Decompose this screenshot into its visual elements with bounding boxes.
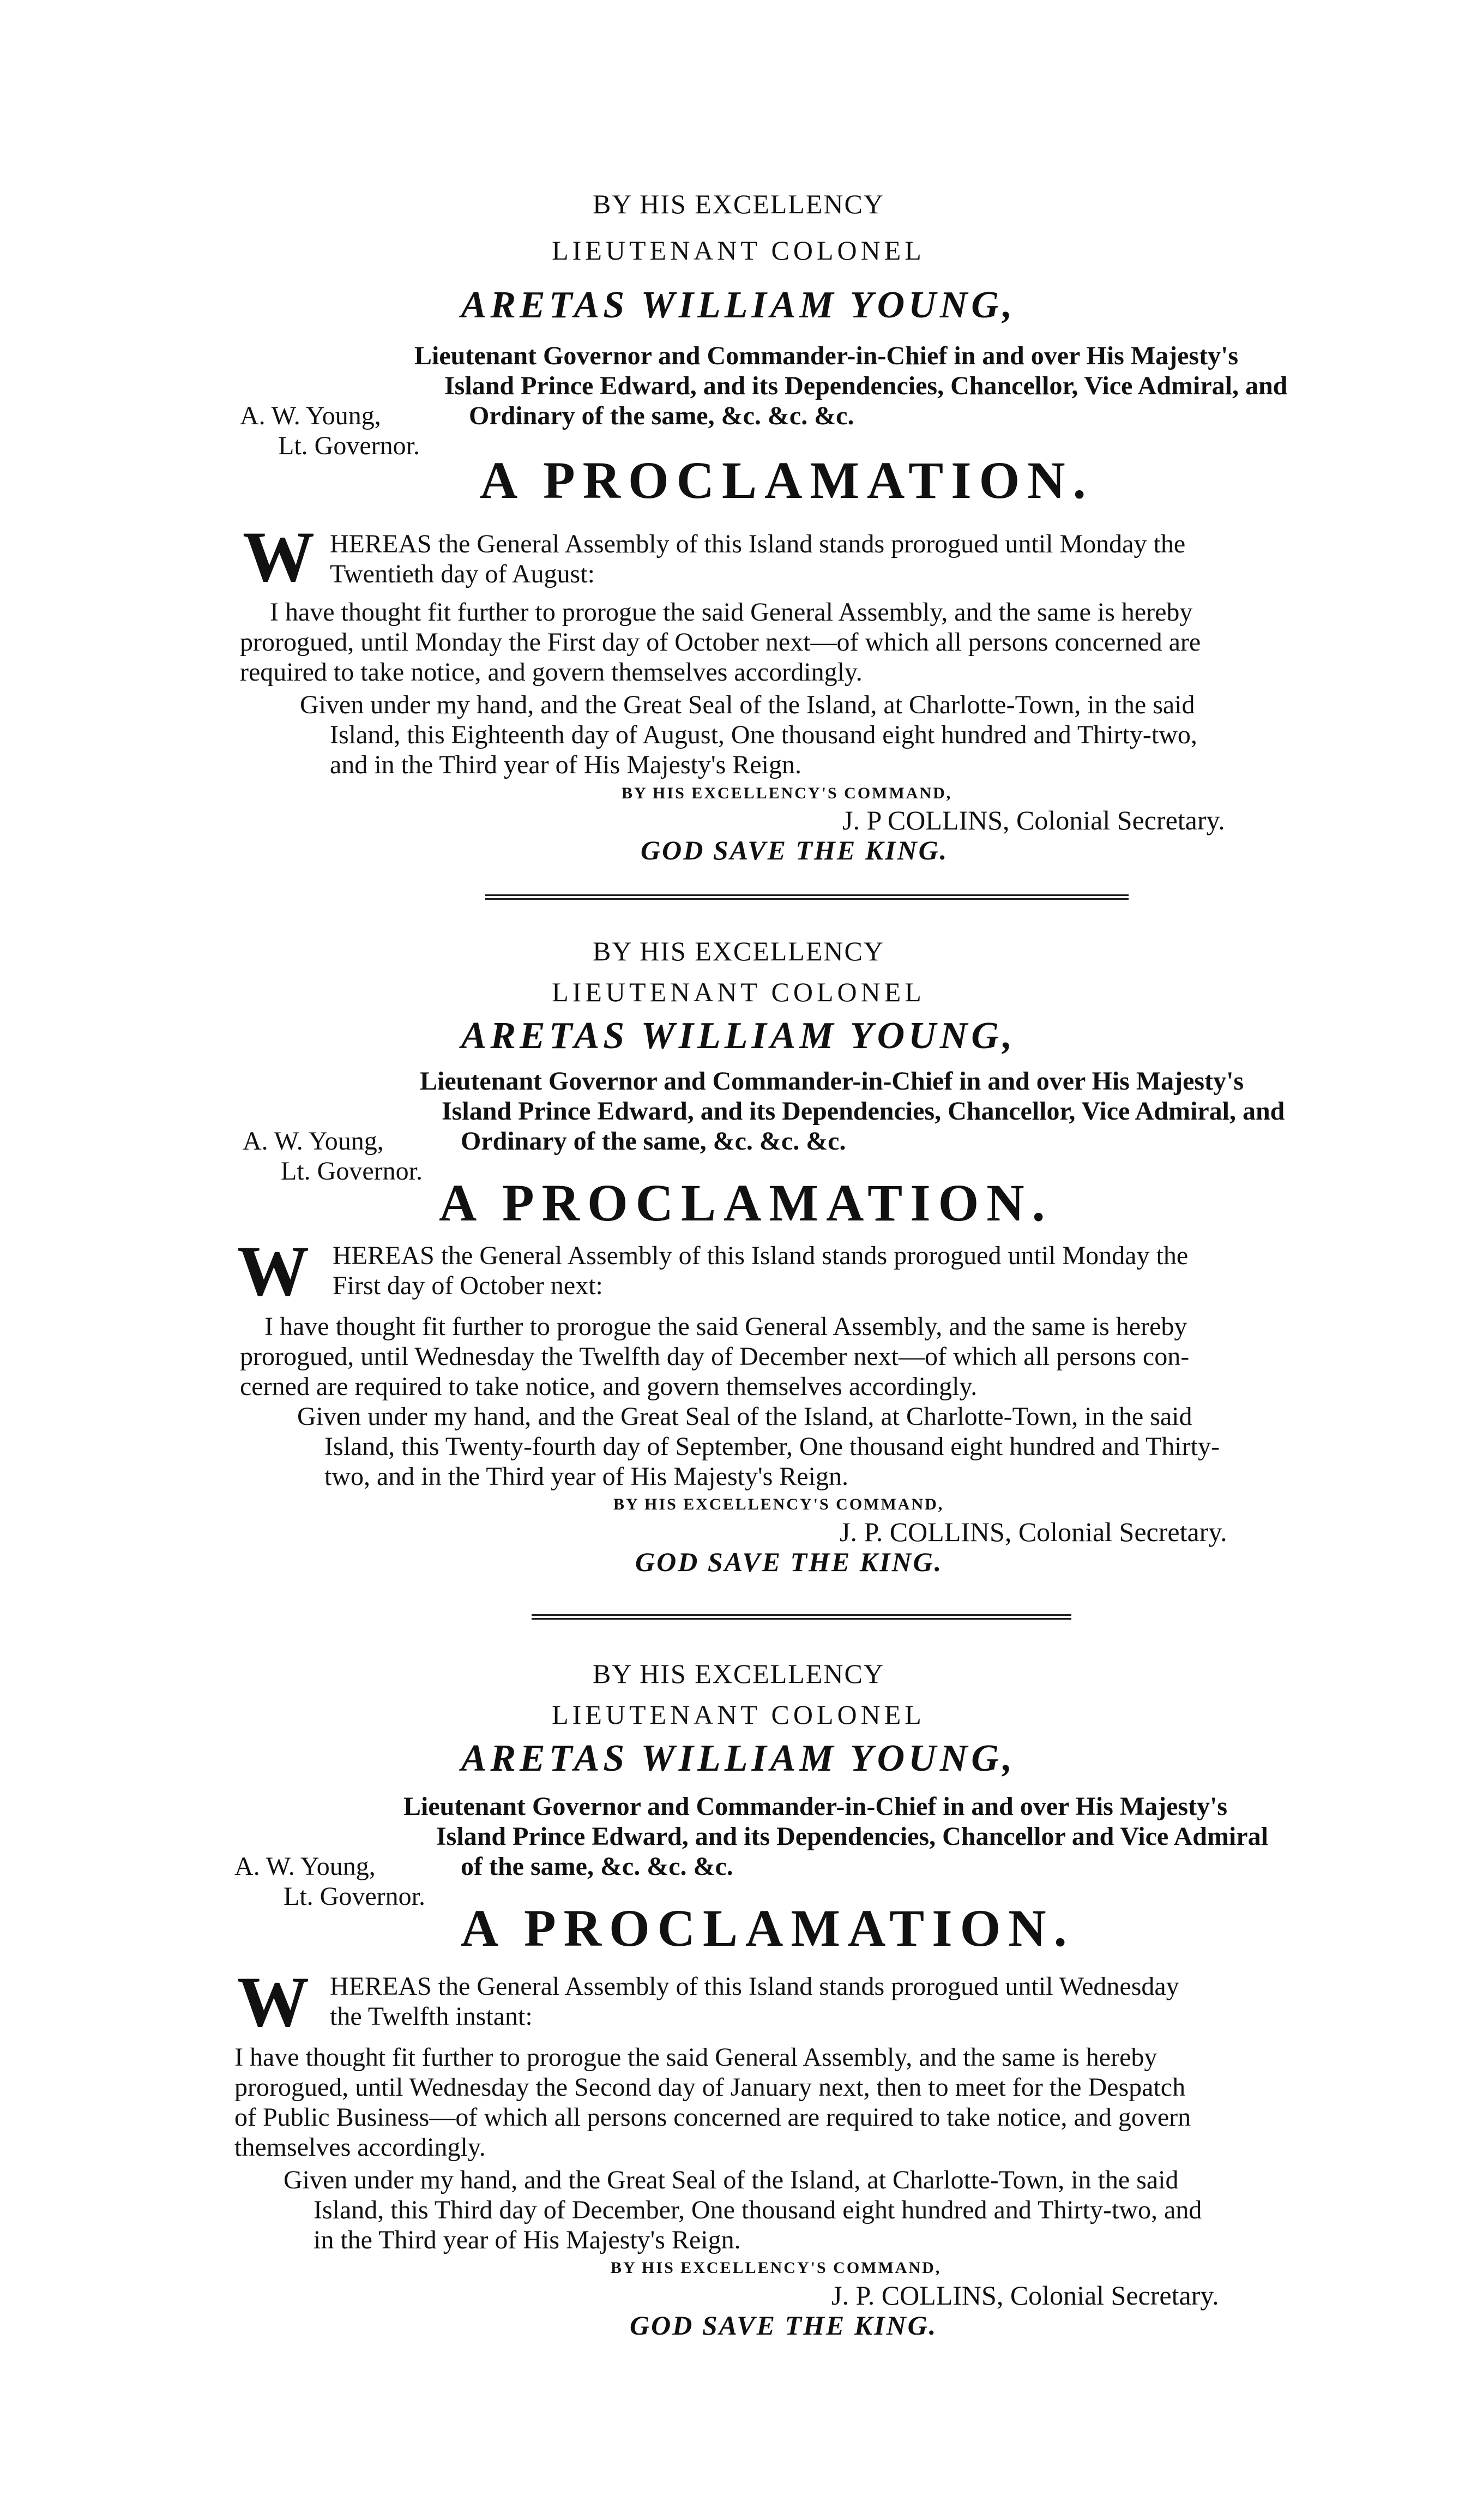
drop-cap: W (237, 1231, 309, 1311)
given-line-3: two, and in the Third year of His Majesty's Reign. (324, 1462, 848, 1491)
signature: A. W. Young, (240, 401, 381, 430)
title-line-3: Ordinary of the same, &c. &c. &c. (469, 401, 854, 430)
proclamation-heading: A PROCLAMATION. (480, 451, 1094, 509)
god-save-the-king: GOD SAVE THE KING. (635, 1547, 943, 1577)
title-line-2: Island Prince Edward, and its Dependencies, Chancellor, Vice Admiral, and (444, 371, 1288, 400)
proclamation-heading: A PROCLAMATION. (461, 1899, 1075, 1957)
proclamation-heading: A PROCLAMATION. (439, 1174, 1053, 1232)
title-line-3: Ordinary of the same, &c. &c. &c. (461, 1127, 846, 1156)
whereas-line-2: First day of October next: (333, 1271, 603, 1300)
given-line-1: Given under my hand, and the Great Seal of the Island, at Charlotte-Town, in the said (284, 2166, 1179, 2194)
god-save-the-king: GOD SAVE THE KING. (630, 2310, 938, 2341)
signature: A. W. Young, (234, 1852, 376, 1881)
signature-title: Lt. Governor. (281, 1157, 423, 1186)
command-line: BY HIS EXCELLENCY'S COMMAND, (622, 784, 952, 802)
body-line-1: I have thought fit further to prorogue the said General Assembly, and the same is hereby (270, 598, 1193, 627)
whereas-line-1: HEREAS the General Assembly of this Island stands prorogued until Monday the (333, 1241, 1189, 1270)
body-line-3: of Public Business—of which all persons concerned are required to take notice, and govern (234, 2103, 1191, 2132)
command-line: BY HIS EXCELLENCY'S COMMAND, (613, 1495, 944, 1513)
given-line-2: Island, this Eighteenth day of August, One thousand eight hundred and Thirty-two, (330, 720, 1197, 749)
separator-rule (485, 894, 1129, 900)
title-line-1: Lieutenant Governor and Commander-in-Chief in and over His Majesty's (414, 341, 1239, 370)
body-line-2: prorogued, until Wednesday the Twelfth day of December next—of which all persons con- (240, 1342, 1190, 1371)
governor-name: ARETAS WILLIAM YOUNG, (461, 284, 1016, 326)
title-line-3: of the same, &c. &c. &c. (461, 1852, 733, 1881)
body-line-1: I have thought fit further to prorogue the said General Assembly, and the same is hereby (234, 2043, 1158, 2072)
given-line-3: and in the Third year of His Majesty's Reign. (330, 750, 801, 779)
rank-heading: LIEUTENANT COLONEL (552, 235, 925, 266)
given-line-3: in the Third year of His Majesty's Reign. (314, 2226, 741, 2254)
title-line-1: Lieutenant Governor and Commander-in-Chief in and over His Majesty's (403, 1792, 1228, 1821)
drop-cap: W (237, 1962, 309, 2042)
given-line-2: Island, this Twenty-fourth day of September, One thousand eight hundred and Thirty- (324, 1432, 1220, 1461)
rank-heading: LIEUTENANT COLONEL (552, 1699, 925, 1730)
governor-name: ARETAS WILLIAM YOUNG, (461, 1015, 1016, 1057)
command-line: BY HIS EXCELLENCY'S COMMAND, (611, 2259, 942, 2277)
by-his-excellency: BY HIS EXCELLENCY (593, 936, 884, 966)
by-his-excellency: BY HIS EXCELLENCY (593, 189, 884, 219)
whereas-line-2: the Twelfth instant: (330, 2002, 533, 2031)
governor-name: ARETAS WILLIAM YOUNG, (461, 1737, 1016, 1779)
secretary-line: J. P. COLLINS, Colonial Secretary. (840, 1517, 1227, 1547)
body-line-3: cerned are required to take notice, and govern themselves accordingly. (240, 1372, 978, 1401)
whereas-line-1: HEREAS the General Assembly of this Island stands prorogued until Wednesday (330, 1972, 1179, 2001)
body-line-2: prorogued, until Wednesday the Second day of January next, then to meet for the Despatch (234, 2073, 1186, 2102)
signature: A. W. Young, (243, 1127, 384, 1156)
given-line-1: Given under my hand, and the Great Seal of the Island, at Charlotte-Town, in the said (300, 690, 1195, 719)
body-line-3: required to take notice, and govern themselves accordingly. (240, 658, 863, 687)
signature-title: Lt. Governor. (278, 431, 420, 460)
secretary-line: J. P COLLINS, Colonial Secretary. (842, 805, 1225, 835)
given-line-1: Given under my hand, and the Great Seal of the Island, at Charlotte-Town, in the said (297, 1402, 1192, 1431)
rank-heading: LIEUTENANT COLONEL (552, 977, 925, 1007)
secretary-line: J. P. COLLINS, Colonial Secretary. (831, 2280, 1219, 2311)
whereas-line-2: Twentieth day of August: (330, 560, 595, 588)
title-line-2: Island Prince Edward, and its Dependencies, Chancellor and Vice Admiral (436, 1822, 1268, 1851)
drop-cap: W (243, 516, 315, 597)
signature-title: Lt. Governor. (284, 1882, 425, 1911)
whereas-line-1: HEREAS the General Assembly of this Island stands prorogued until Monday the (330, 530, 1186, 558)
body-line-4: themselves accordingly. (234, 2133, 486, 2162)
separator-rule (532, 1614, 1071, 1620)
title-line-2: Island Prince Edward, and its Dependencies, Chancellor, Vice Admiral, and (442, 1097, 1285, 1126)
body-line-2: prorogued, until Monday the First day of October next—of which all persons concerned are (240, 628, 1201, 657)
by-his-excellency: BY HIS EXCELLENCY (593, 1658, 884, 1689)
given-line-2: Island, this Third day of December, One thousand eight hundred and Thirty-two, and (314, 2196, 1202, 2224)
title-line-1: Lieutenant Governor and Commander-in-Chief in and over His Majesty's (420, 1067, 1244, 1096)
body-line-1: I have thought fit further to prorogue the said General Assembly, and the same is hereby (264, 1312, 1187, 1341)
god-save-the-king: GOD SAVE THE KING. (641, 835, 949, 865)
